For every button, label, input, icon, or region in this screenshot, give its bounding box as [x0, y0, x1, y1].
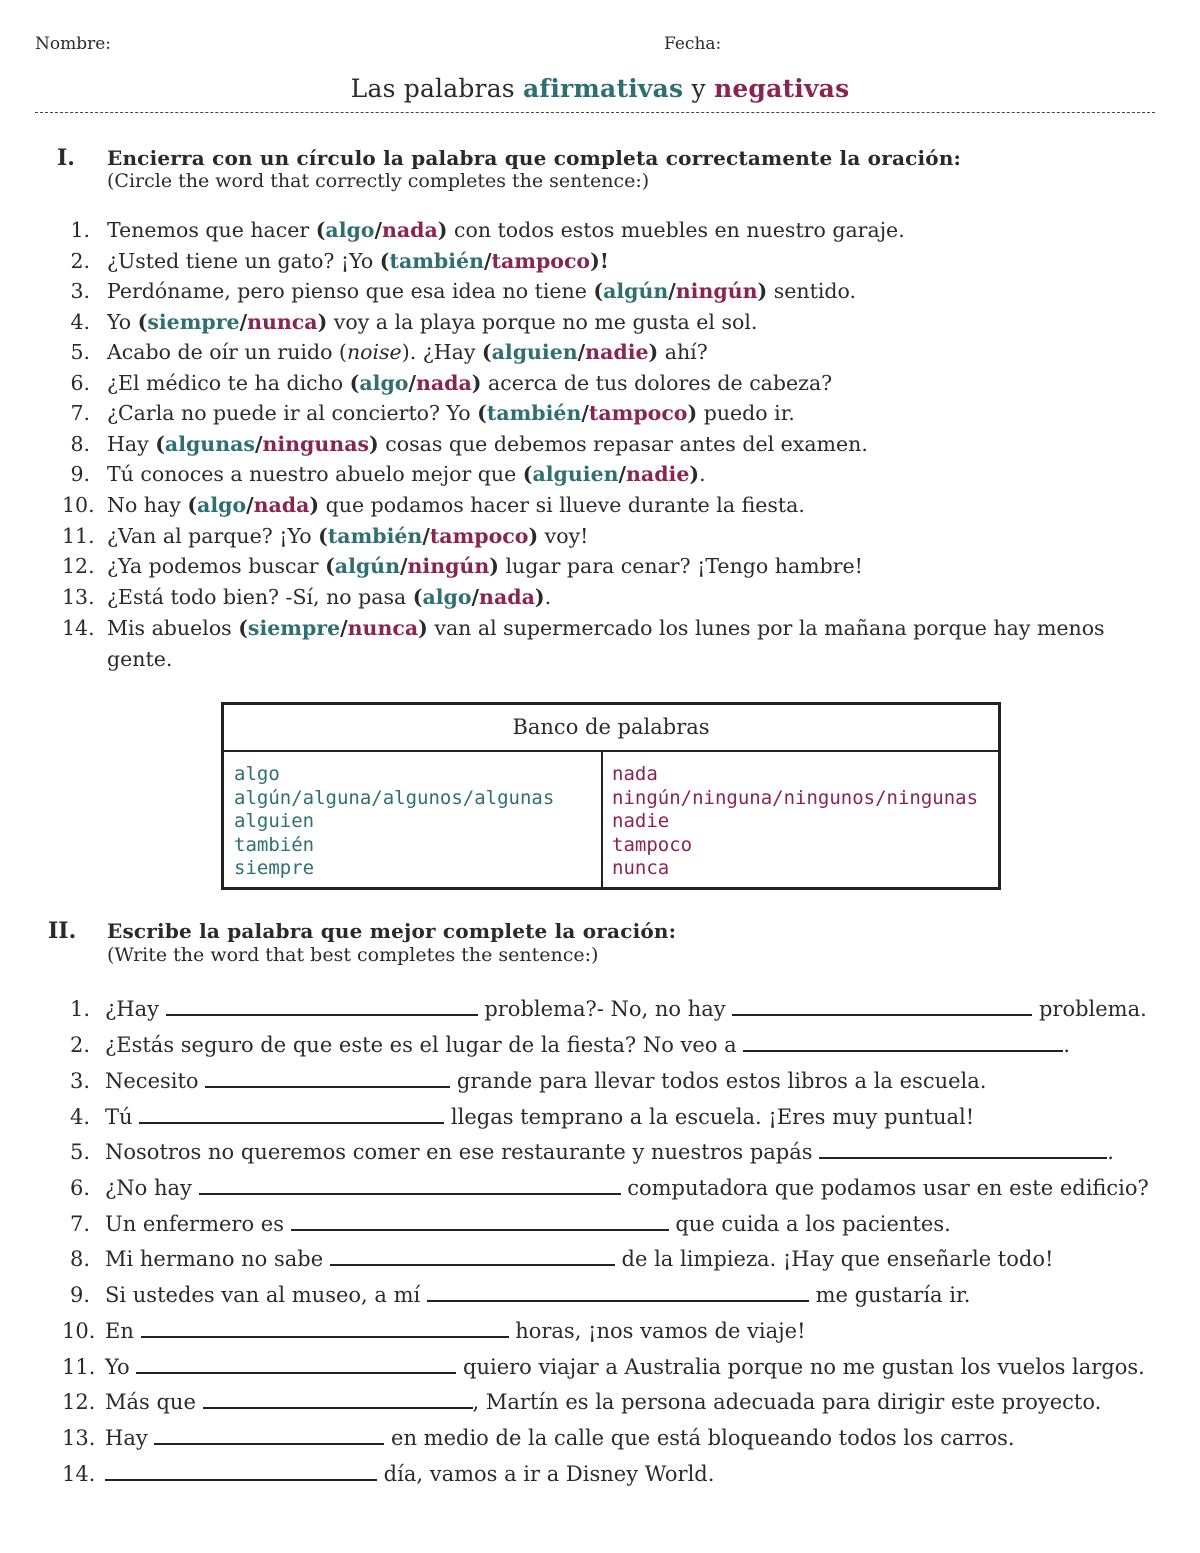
sentence-text: ¿El médico te ha dicho	[107, 371, 350, 395]
option-affirmative: algo	[197, 493, 247, 517]
paren-open: (	[349, 371, 360, 395]
sentence-text: con todos estos muebles en nuestro garaje.	[447, 218, 905, 242]
option-affirmative: algún	[334, 554, 400, 578]
title-prefix: Las palabras	[350, 74, 523, 103]
paren-open: (	[481, 340, 492, 364]
item-number: 3.	[70, 279, 90, 303]
item-sentence	[105, 1135, 1114, 1169]
sentence-text: ¿Ya podemos buscar	[107, 554, 326, 578]
sentence-text: ¿Está todo bien? -Sí, no pasa	[107, 585, 413, 609]
item-sentence	[105, 1207, 951, 1241]
item-sentence	[107, 215, 1167, 246]
answer-blank[interactable]	[743, 1030, 1063, 1052]
option-negative: nadie	[626, 462, 690, 486]
sentence-text: Yo	[107, 310, 138, 334]
item-number: 3.	[69, 1069, 90, 1093]
paren-close: )	[317, 310, 328, 334]
word-bank-affirmative-word: algún/alguna/algunos/algunas	[234, 786, 555, 809]
sentence-text: día, vamos a ir a Disney World.	[377, 1462, 715, 1486]
paren-open: (	[325, 554, 335, 578]
item-number: 8.	[69, 1247, 90, 1271]
option-negative: tampoco	[429, 524, 529, 548]
word-bank-affirmative-word: siempre	[234, 857, 315, 879]
sentence-text: En	[105, 1319, 141, 1343]
item-number: 8.	[70, 432, 90, 456]
item-sentence	[105, 1457, 714, 1491]
item-sentence	[107, 613, 1137, 674]
paren-open: (	[522, 462, 533, 486]
sentence-text: voy a la playa porque no me gusta el sol.	[327, 310, 758, 334]
sentence-text: lugar para cenar? ¡Tengo hambre!	[498, 554, 863, 578]
option-slash: /	[618, 462, 627, 486]
sentence-text: Tenemos que hacer	[107, 218, 316, 242]
item-sentence	[107, 368, 1167, 399]
sentence-text: puedo ir.	[697, 401, 795, 425]
paren-open: (	[318, 524, 328, 548]
paren-close: )	[687, 401, 698, 425]
item-number: 5.	[70, 340, 90, 364]
item-number: 14.	[62, 616, 95, 640]
paren-open: (	[412, 585, 423, 609]
option-negative: nunca	[347, 616, 419, 640]
item-number: 4.	[69, 1105, 90, 1129]
word-bank-negative-column	[612, 763, 978, 881]
page-title	[0, 74, 1200, 103]
date-label: Fecha:	[664, 34, 722, 54]
item-sentence	[107, 490, 1167, 521]
sentence-text: ¿No hay	[105, 1176, 199, 1200]
sentence-text: .	[1063, 1033, 1071, 1057]
item-number: 12.	[62, 554, 95, 578]
sentence-text: Acabo de oír un ruido (noise). ¿Hay	[107, 340, 482, 364]
answer-blank[interactable]	[330, 1244, 615, 1266]
option-negative: tampoco	[588, 401, 688, 425]
item-number: 10.	[62, 493, 95, 517]
option-negative: ningunas	[262, 432, 370, 456]
paren-close: )	[369, 432, 379, 456]
option-slash: /	[400, 554, 408, 578]
answer-blank[interactable]	[819, 1137, 1107, 1159]
paren-close: )	[757, 279, 768, 303]
option-affirmative: algunas	[164, 432, 255, 456]
dashed-divider	[35, 112, 1155, 113]
sentence-text: ¿Estás seguro de que este es el lugar de la fiesta? No veo a	[105, 1033, 744, 1057]
item-sentence	[107, 521, 1167, 552]
option-affirmative: algún	[603, 279, 669, 303]
sentence-text: !	[599, 249, 609, 273]
answer-blank[interactable]	[291, 1209, 669, 1231]
item-number: 14.	[62, 1462, 96, 1486]
paren-open: (	[137, 310, 148, 334]
option-slash: /	[246, 493, 254, 517]
word-bank-negative-word: nadie	[612, 810, 670, 832]
sentence-text: que podamos hacer si llueve durante la fiesta.	[319, 493, 805, 517]
item-sentence	[107, 582, 1167, 613]
paren-close: )	[648, 340, 659, 364]
sentence-text: ¿Carla no puede ir al concierto? Yo	[107, 401, 478, 425]
item-number: 13.	[62, 1426, 96, 1450]
option-affirmative: algo	[325, 218, 375, 242]
paren-close: )	[534, 585, 545, 609]
sentence-text: van al supermercado los lunes por la mañana porque hay menos gente.	[107, 616, 1105, 671]
item-number: 13.	[62, 585, 95, 609]
item-number: 2.	[69, 1033, 90, 1057]
item-sentence	[105, 1242, 1053, 1276]
sentence-text: Tú conoces a nuestro abuelo mejor que	[107, 462, 523, 486]
item-sentence	[105, 1278, 970, 1312]
sentence-text: Nosotros no queremos comer en ese restaurante y nuestros papás	[105, 1140, 820, 1164]
word-bank-affirmative-word: alguien	[234, 810, 315, 832]
answer-blank[interactable]	[427, 1280, 809, 1302]
item-sentence	[107, 276, 1167, 307]
option-affirmative: algo	[422, 585, 472, 609]
paren-open: (	[155, 432, 165, 456]
sentence-text: Necesito	[105, 1069, 206, 1093]
answer-blank[interactable]	[136, 1352, 456, 1374]
answer-blank[interactable]	[732, 994, 1032, 1016]
sentence-text: de la limpieza. ¡Hay que enseñarle todo!	[614, 1247, 1054, 1271]
word-bank-affirmative-word: también	[234, 833, 315, 856]
option-slash: /	[484, 249, 492, 273]
option-slash: /	[668, 279, 676, 303]
answer-blank[interactable]	[105, 1459, 377, 1481]
sentence-text: Tú	[105, 1105, 140, 1129]
item-number: 7.	[69, 1212, 90, 1236]
answer-blank[interactable]	[166, 994, 478, 1016]
sentence-text: horas, ¡nos vamos de viaje!	[508, 1319, 806, 1343]
item-number: 10.	[62, 1319, 96, 1343]
paren-close: )	[471, 371, 482, 395]
item-sentence	[105, 1350, 1145, 1384]
sentence-text: ¿Usted tiene un gato? ¡Yo	[107, 249, 380, 273]
item-number: 12.	[62, 1390, 96, 1414]
item-number: 6.	[70, 371, 90, 395]
sentence-text: .	[1107, 1140, 1114, 1164]
option-affirmative: también	[327, 524, 423, 548]
sentence-text: me gustaría ir.	[808, 1283, 971, 1307]
section1-heading: Encierra con un círculo la palabra que completa correctamente la oración:	[107, 146, 962, 170]
paren-open: (	[187, 493, 198, 517]
answer-blank[interactable]	[154, 1423, 384, 1445]
sentence-text: Yo	[105, 1355, 137, 1379]
section2-numeral: II.	[48, 918, 77, 944]
item-number: 4.	[70, 310, 90, 334]
answer-blank[interactable]	[203, 1387, 473, 1409]
answer-blank[interactable]	[199, 1173, 621, 1195]
item-number: 11.	[62, 524, 95, 548]
answer-blank[interactable]	[141, 1316, 509, 1338]
item-number: 11.	[62, 1355, 96, 1379]
item-number: 1.	[70, 218, 90, 242]
sentence-text: Un enfermero es	[105, 1212, 291, 1236]
item-sentence	[107, 337, 1167, 368]
item-sentence	[107, 246, 1167, 277]
word-bank-column-divider	[601, 750, 603, 890]
sentence-text: Hay	[107, 432, 156, 456]
option-negative: nada	[253, 493, 310, 517]
option-negative: nada	[415, 371, 472, 395]
sentence-text: que cuida a los pacientes.	[668, 1212, 951, 1236]
answer-blank[interactable]	[205, 1066, 450, 1088]
option-slash: /	[408, 371, 416, 395]
item-sentence	[107, 398, 1167, 429]
option-negative: nada	[381, 218, 438, 242]
item-number: 9.	[70, 462, 90, 486]
item-sentence	[105, 1100, 974, 1134]
sentence-text: ahí?	[658, 340, 708, 364]
item-sentence	[105, 1421, 1015, 1455]
sentence-text: llegas temprano a la escuela. ¡Eres muy puntual!	[444, 1105, 975, 1129]
sentence-text: ¿Van al parque? ¡Yo	[107, 524, 319, 548]
item-number: 1.	[69, 997, 90, 1021]
sentence-text: No hay	[107, 493, 188, 517]
option-slash: /	[254, 432, 263, 456]
option-negative: ningún	[675, 279, 758, 303]
sentence-text: , Martín es la persona adecuada para dirigir este proyecto.	[472, 1390, 1102, 1414]
title-negative: negativas	[713, 74, 850, 103]
option-affirmative: alguien	[532, 462, 619, 486]
sentence-text: voy!	[538, 524, 589, 548]
section1-numeral: I.	[57, 145, 75, 171]
title-affirmative: afirmativas	[522, 74, 684, 103]
sentence-text: problema.	[1032, 997, 1147, 1021]
sentence-text: problema?- No, no hay	[477, 997, 733, 1021]
item-sentence	[107, 551, 1167, 582]
sentence-text: Más que	[105, 1390, 203, 1414]
item-sentence	[105, 1028, 1070, 1062]
option-slash: /	[422, 524, 430, 548]
sentence-text: computadora que podamos usar en este edificio?	[620, 1176, 1149, 1200]
option-negative: nada	[479, 585, 535, 609]
paren-close: )	[437, 218, 448, 242]
paren-open: (	[593, 279, 604, 303]
word-bank-negative-word: tampoco	[612, 833, 693, 856]
name-label: Nombre:	[35, 34, 112, 54]
option-negative: ningún	[407, 554, 490, 578]
word-bank-negative-word: nada	[612, 763, 658, 785]
option-affirmative: también	[389, 249, 484, 273]
paren-open: (	[379, 249, 390, 273]
word-bank-affirmative-column	[234, 763, 554, 881]
item-number: 7.	[70, 401, 90, 425]
paren-close: )	[590, 249, 600, 273]
item-sentence	[105, 992, 1147, 1026]
item-sentence	[105, 1171, 1149, 1205]
paren-close: )	[689, 462, 700, 486]
option-slash: /	[577, 340, 586, 364]
item-sentence	[107, 429, 1167, 460]
sentence-text: acerca de tus dolores de cabeza?	[481, 371, 833, 395]
title-mid: y	[683, 74, 714, 103]
sentence-text: cosas que debemos repasar antes del examen.	[378, 432, 868, 456]
sentence-text: sentido.	[767, 279, 857, 303]
item-number: 9.	[69, 1283, 90, 1307]
section2-subheading: (Write the word that best completes the sentence:)	[107, 944, 599, 966]
item-sentence	[107, 459, 1167, 490]
paren-close: )	[309, 493, 320, 517]
paren-open: (	[238, 616, 248, 640]
item-number: 5.	[69, 1140, 90, 1164]
sentence-text: Perdóname, pero pienso que esa idea no tiene	[107, 279, 594, 303]
paren-close: )	[489, 554, 499, 578]
option-negative: nadie	[585, 340, 649, 364]
sentence-text: ¿Hay	[105, 997, 166, 1021]
word-bank	[221, 702, 1001, 890]
sentence-text: Mis abuelos	[107, 616, 239, 640]
paren-open: (	[477, 401, 487, 425]
option-affirmative: siempre	[147, 310, 240, 334]
word-bank-title: Banco de palabras	[224, 705, 998, 752]
option-negative: tampoco	[491, 249, 591, 273]
section1-subheading: (Circle the word that correctly completes the sentence:)	[107, 170, 650, 192]
item-sentence	[107, 307, 1167, 338]
option-slash: /	[374, 218, 382, 242]
section2-heading: Escribe la palabra que mejor complete la oración:	[107, 919, 677, 943]
sentence-text: quiero viajar a Australia porque no me gustan los vuelos largos.	[456, 1355, 1145, 1379]
sentence-text: Mi hermano no sabe	[105, 1247, 330, 1271]
item-sentence	[105, 1064, 986, 1098]
option-affirmative: alguien	[491, 340, 578, 364]
item-sentence	[105, 1314, 806, 1348]
option-negative: nunca	[247, 310, 318, 334]
option-slash: /	[340, 616, 348, 640]
sentence-text: .	[544, 585, 552, 609]
sentence-text: en medio de la calle que está bloqueando todos los carros.	[384, 1426, 1015, 1450]
item-number: 2.	[70, 249, 90, 273]
word-bank-negative-word: ningún/ninguna/ningunos/ningunas	[612, 786, 979, 809]
option-slash: /	[239, 310, 248, 334]
word-bank-affirmative-word: algo	[234, 763, 280, 785]
sentence-text: Si ustedes van al museo, a mí	[105, 1283, 427, 1307]
word-bank-negative-word: nunca	[612, 857, 670, 879]
option-affirmative: siempre	[247, 616, 341, 640]
paren-close: )	[528, 524, 539, 548]
option-slash: /	[581, 401, 589, 425]
item-number: 6.	[69, 1176, 90, 1200]
item-sentence	[105, 1385, 1101, 1419]
sentence-text: .	[699, 462, 706, 486]
italic-word: noise	[346, 340, 402, 364]
paren-close: )	[418, 616, 428, 640]
answer-blank[interactable]	[139, 1102, 444, 1124]
sentence-text: Hay	[105, 1426, 155, 1450]
sentence-text: grande para llevar todos estos libros a la escuela.	[450, 1069, 987, 1093]
option-affirmative: también	[486, 401, 582, 425]
option-slash: /	[471, 585, 480, 609]
option-affirmative: algo	[359, 371, 409, 395]
paren-open: (	[315, 218, 326, 242]
